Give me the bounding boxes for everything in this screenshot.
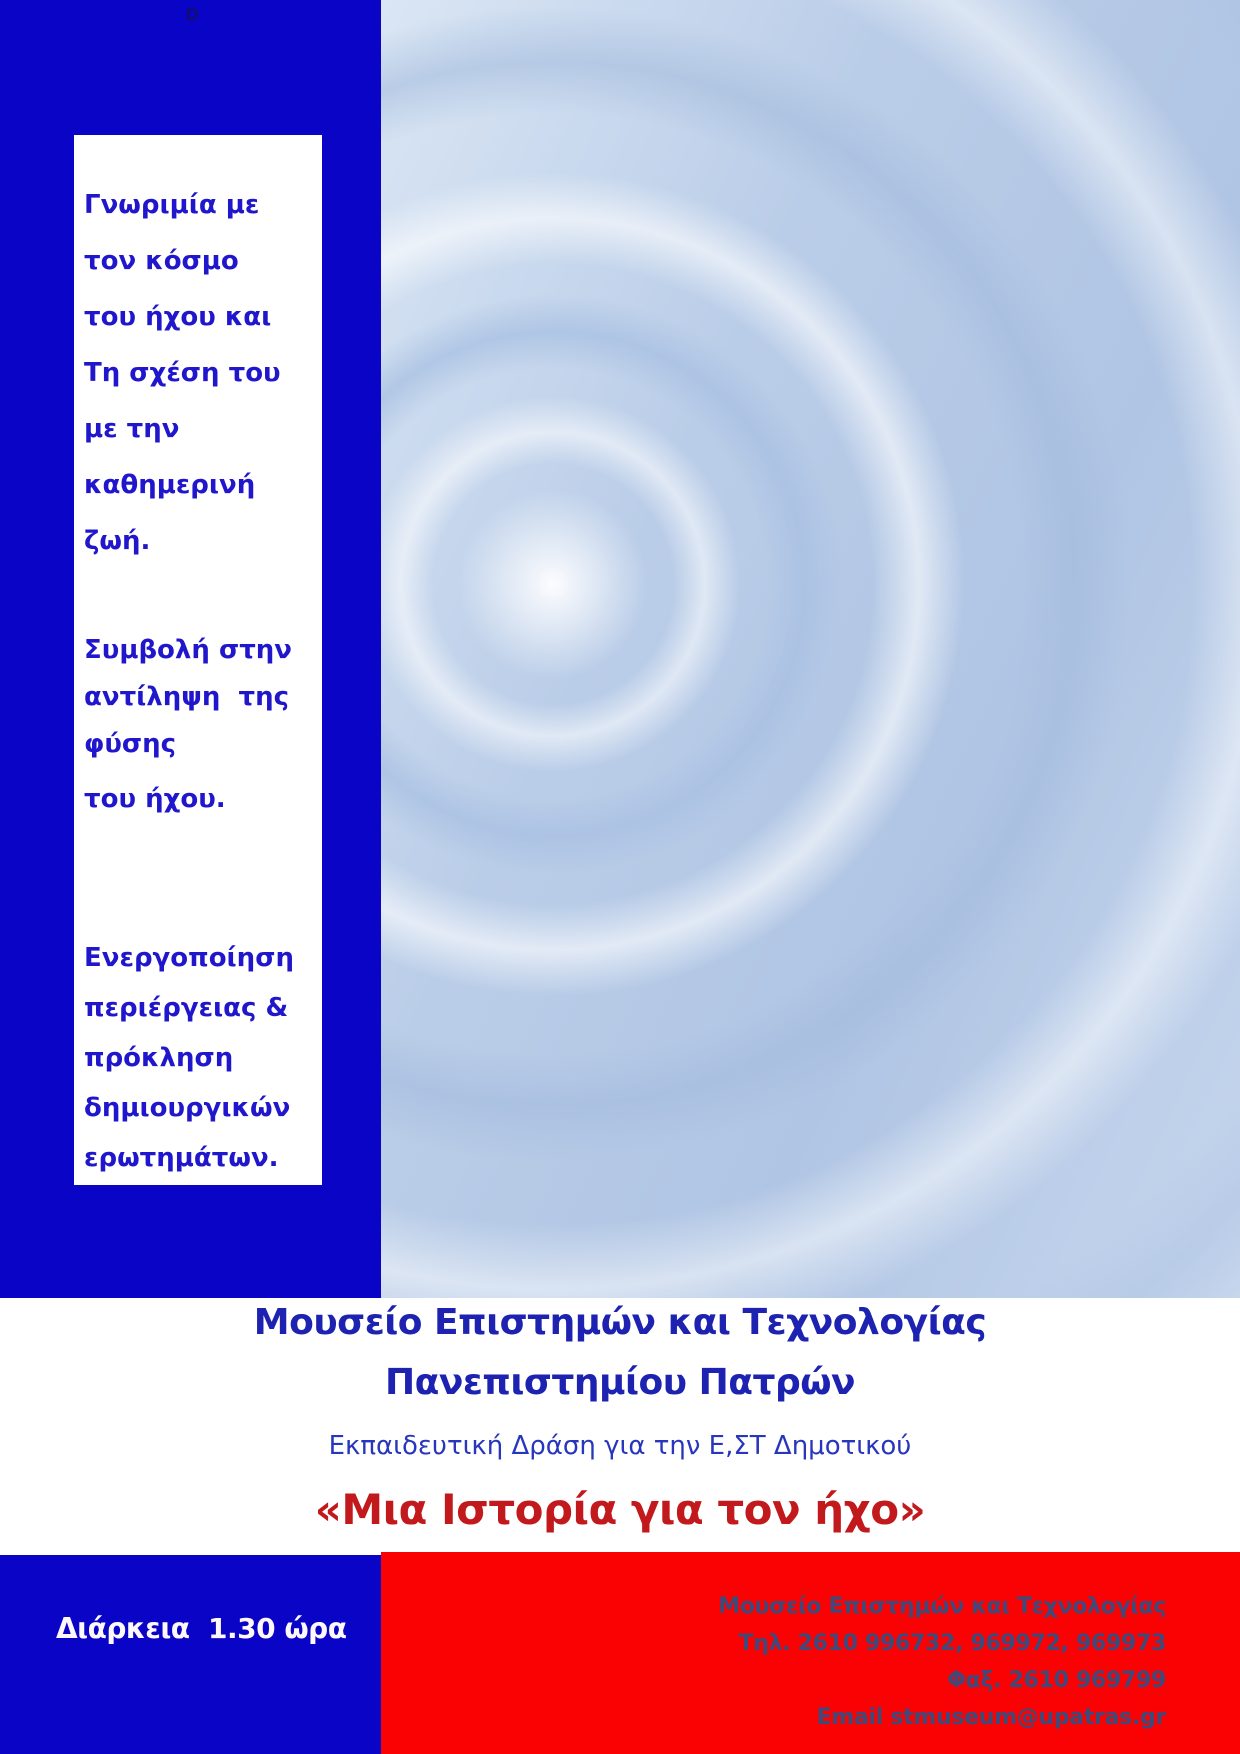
contact-museum-name: Μουσείο Επιστημών και Τεχνολογίας [718,1594,1166,1619]
intro-line: του ήχου και [84,302,272,332]
water-ripples-image [381,0,1240,1298]
intro-line: Γνωριμία με [84,190,260,220]
intro-line: Τη σχέση του [84,358,281,388]
sidebar-text-box [74,135,322,1185]
perception-text-block [84,627,322,823]
museum-title-line1: Μουσείο Επιστημών και Τεχνολογίας [253,1302,987,1343]
educational-action-subtitle: Εκπαιδευτική Δράση για την Ε,ΣΤ Δημοτικού [328,1431,912,1461]
intro-line: τον κόσμο [84,246,239,276]
activation-line: Ενεργοποίηση [84,943,294,973]
headings-section [0,1300,1240,1538]
perception-line: Συμβολή στην [84,635,292,665]
contact-email: Email stmuseum@upatras.gr [816,1705,1166,1730]
footer-blue-rect [0,1555,381,1754]
contact-phone: Τηλ. 2610 996732, 969972, 969973 [738,1631,1166,1656]
intro-line: με την [84,414,180,444]
activation-line: ερωτημάτων. [84,1143,279,1173]
activation-line: δημιουργικών [84,1093,291,1123]
event-title: «Μια Ιστορία για τον ήχο» [314,1485,926,1534]
contact-info-block [718,1588,1166,1736]
activation-line: πρόκληση [84,1043,234,1073]
perception-line: αντίληψη της [84,682,290,712]
contact-fax: Φαξ. 2610 969799 [947,1668,1166,1693]
activation-line: περιέργειας & [84,993,289,1023]
perception-line: του ήχου. [84,784,226,814]
page-marker-text: D [186,5,199,24]
duration-label: Διάρκεια 1.30 ώρα [56,1612,347,1645]
intro-line: ζωή. [84,526,151,556]
activation-text-block [84,933,322,1183]
intro-line: καθημερινή [84,470,256,500]
perception-line: φύσης [84,729,177,759]
intro-text-block [84,177,322,569]
museum-title-line2: Πανεπιστημίου Πατρών [384,1362,856,1403]
